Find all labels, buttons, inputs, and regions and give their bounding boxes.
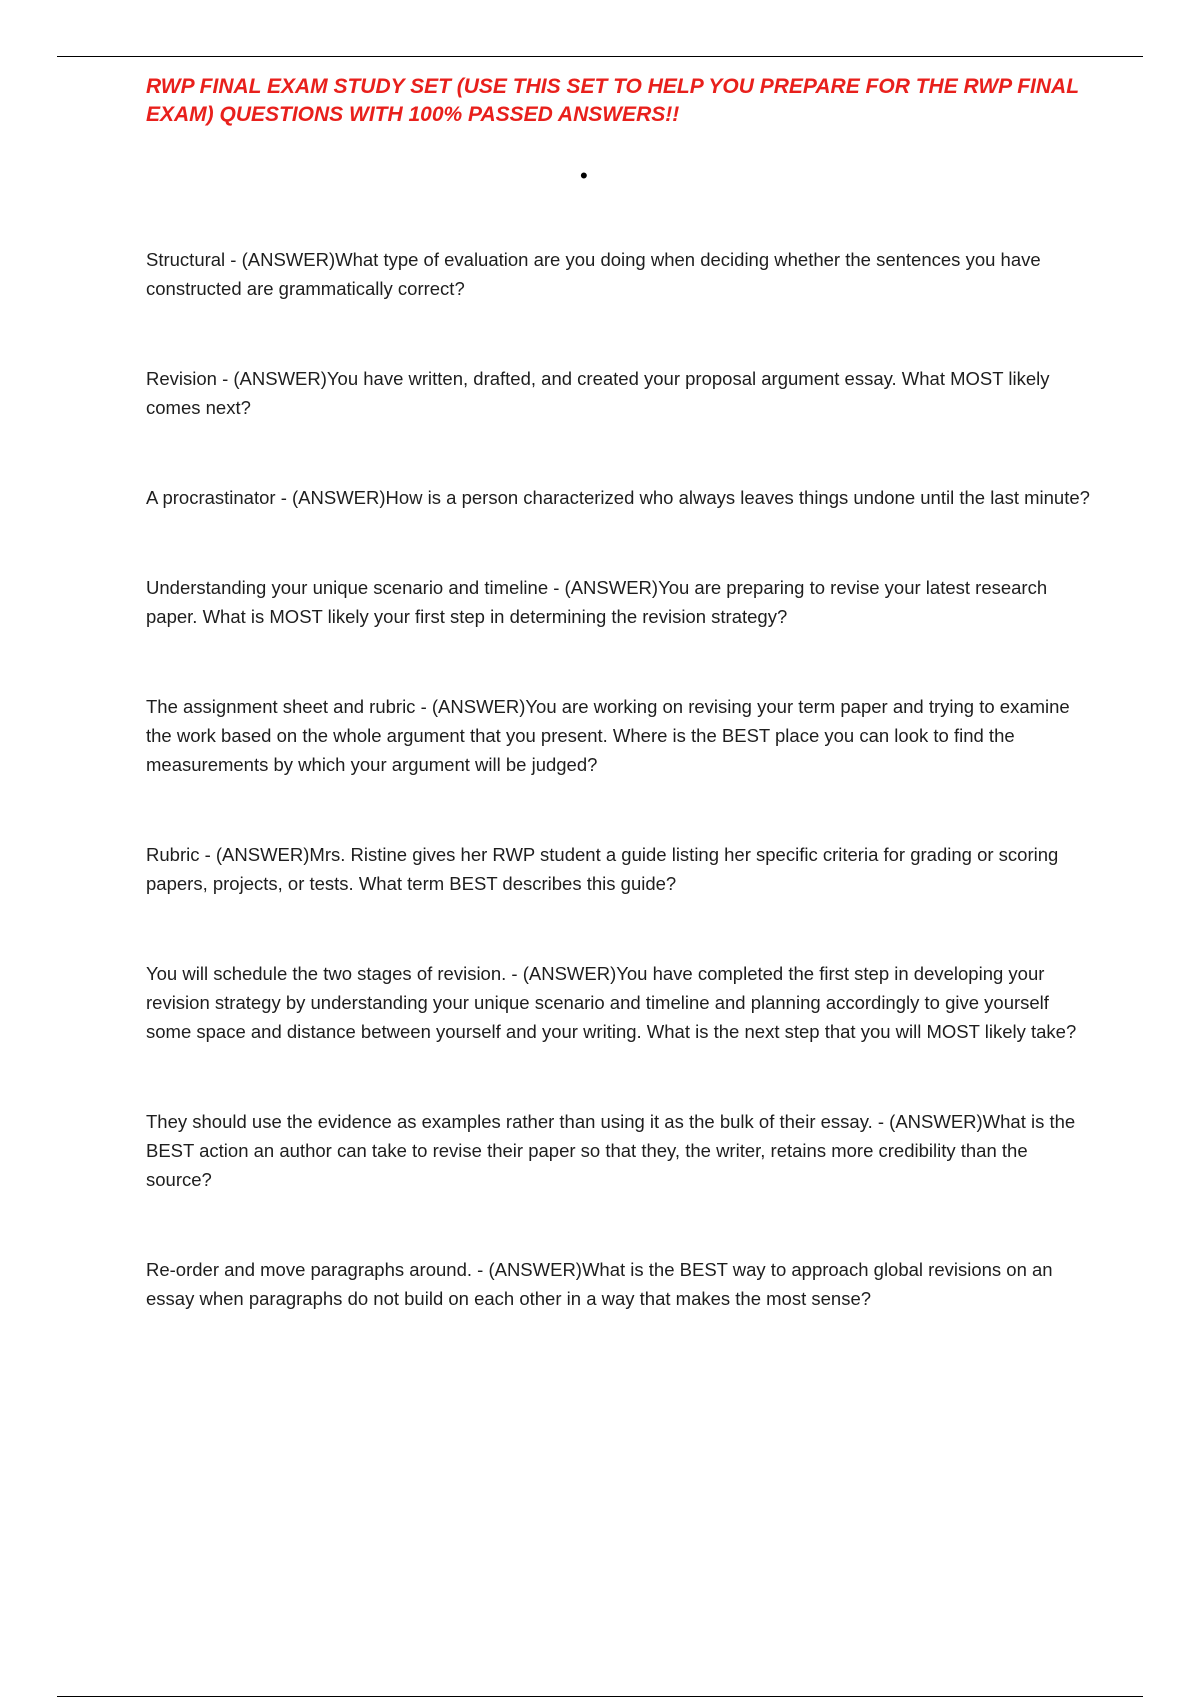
qa-item: A procrastinator - (ANSWER)How is a person characterized who always leaves things undone until the last minute? — [146, 487, 1090, 508]
bottom-divider — [57, 1696, 1143, 1697]
qa-item: They should use the evidence as examples rather than using it as the bulk of their essay. - (ANSWER)What is the BEST action an author can take to revise their paper so that they, the writer, retains more credibility than the source? — [146, 1111, 1076, 1190]
bullet-marker: • — [580, 163, 588, 188]
qa-item: Structural - (ANSWER)What type of evaluation are you doing when deciding whether the sentences you have constructed are grammatically correct? — [146, 249, 1041, 299]
qa-item: Revision - (ANSWER)You have written, drafted, and created your proposal argument essay. What MOST likely comes next? — [146, 368, 1050, 418]
qa-item: Rubric - (ANSWER)Mrs. Ristine gives her RWP student a guide listing her specific criteria for grading or scoring papers, projects, or tests. What term BEST describes this guide? — [146, 844, 1059, 894]
qa-item: Understanding your unique scenario and timeline - (ANSWER)You are preparing to revise your latest research paper. What is MOST likely your first step in determining the revision strategy? — [146, 577, 1048, 627]
qa-list — [146, 245, 1096, 1374]
document-title: RWP FINAL EXAM STUDY SET (USE THIS SET TO HELP YOU PREPARE FOR THE RWP FINAL EXAM) QUESTIONS WITH 100% PASSED ANSWERS!! — [146, 75, 1079, 126]
top-divider — [57, 56, 1143, 57]
qa-item: The assignment sheet and rubric - (ANSWER)You are working on revising your term paper and trying to examine the work based on the whole argument that you present. Where is the BEST place you can look to find the measurements by which your argument will be judged? — [146, 696, 1070, 775]
qa-item: Re-order and move paragraphs around. - (ANSWER)What is the BEST way to approach global revisions on an essay when paragraphs do not build on each other in a way that makes the most sense? — [146, 1259, 1053, 1309]
qa-item: You will schedule the two stages of revision. - (ANSWER)You have completed the first step in developing your revision strategy by understanding your unique scenario and timeline and planning accordingly to give yourself some space and distance between yourself and your writing. What is the next step that you will MOST likely take? — [146, 963, 1077, 1042]
